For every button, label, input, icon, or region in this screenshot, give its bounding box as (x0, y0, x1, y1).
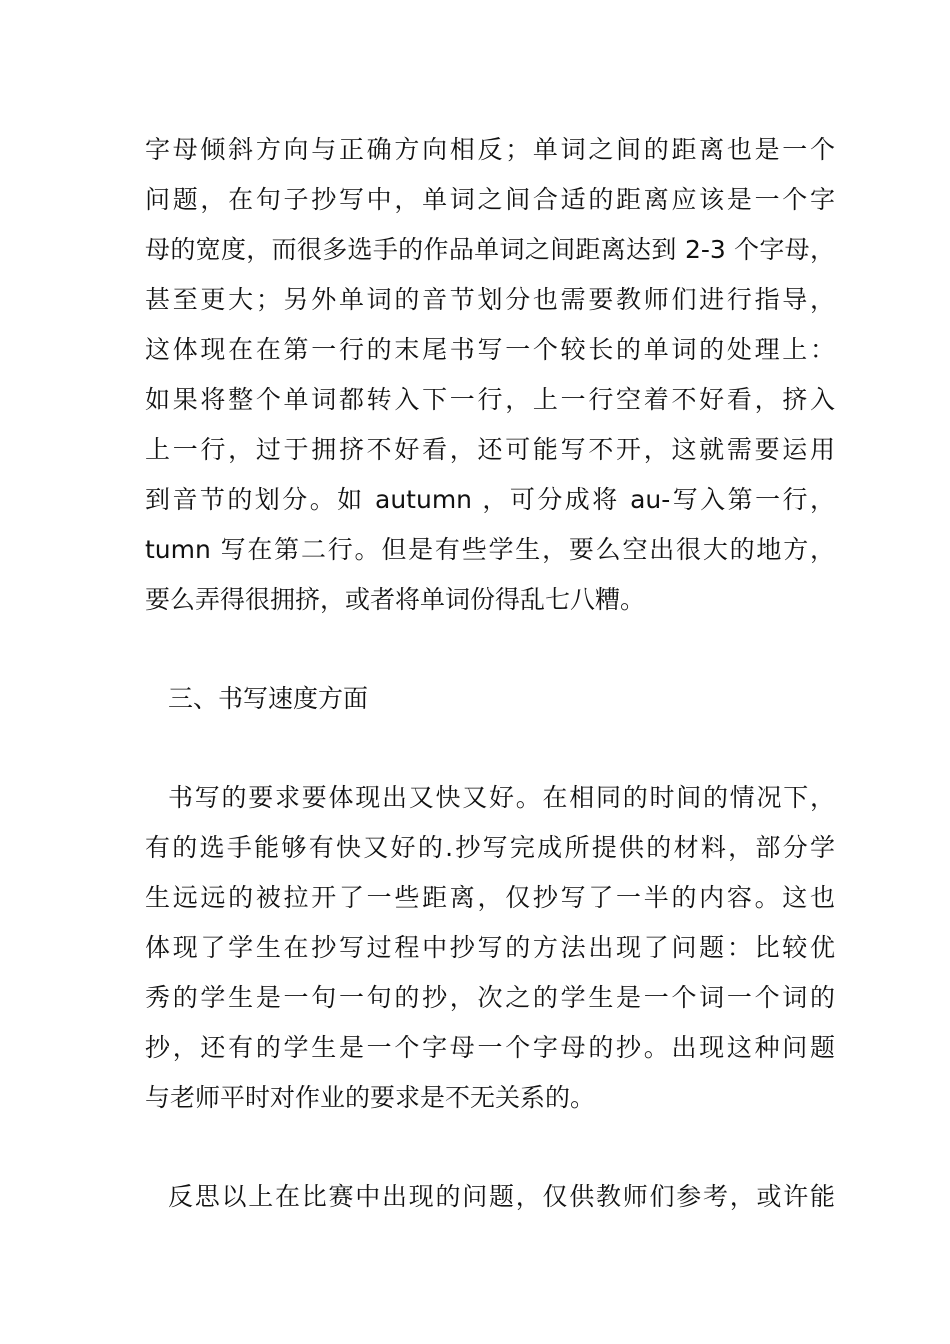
paragraph-line: 抄，还有的学生是一个字母一个字母的抄。出现这种问题 (145, 1033, 835, 1062)
paragraph-line: 甚至更大；另外单词的音节划分也需要教师们进行指导， (145, 285, 835, 314)
paragraph-line: 如果将整个单词都转入下一行，上一行空着不好看，挤入 (145, 385, 835, 414)
paragraph-line: tumn 写在第二行。但是有些学生，要么空出很大的地方， (145, 535, 835, 564)
paragraph-line: 反思以上在比赛中出现的问题，仅供教师们参考，或许能 (168, 1182, 835, 1211)
paragraph-line: 体现了学生在抄写过程中抄写的方法出现了问题：比较优 (145, 933, 835, 962)
paragraph-line: 字母倾斜方向与正确方向相反；单词之间的距离也是一个 (145, 135, 835, 164)
paragraph-line: 生远远的被拉开了一些距离，仅抄写了一半的内容。这也 (145, 883, 835, 912)
section-heading: 三、书写速度方面 (168, 684, 369, 713)
paragraph-line: 有的选手能够有快又好的.抄写完成所提供的材料，部分学 (145, 833, 835, 862)
paragraph-line: 母的宽度，而很多选手的作品单词之间距离达到 2-3 个字母， (145, 235, 835, 264)
paragraph-line: 要么弄得很拥挤，或者将单词份得乱七八糟。 (145, 585, 646, 614)
paragraph-line: 秀的学生是一句一句的抄，次之的学生是一个词一个词的 (145, 983, 835, 1012)
paragraph-line: 这体现在在第一行的末尾书写一个较长的单词的处理上： (145, 335, 835, 364)
paragraph-line: 上一行，过于拥挤不好看，还可能写不开，这就需要运用 (145, 435, 835, 464)
paragraph-line: 问题，在句子抄写中，单词之间合适的距离应该是一个字 (145, 185, 835, 214)
paragraph-line: 到音节的划分。如 autumn ，可分成将 au-写入第一行， (145, 485, 835, 514)
paragraph-line: 与老师平时对作业的要求是不无关系的。 (145, 1083, 596, 1112)
paragraph-line: 书写的要求要体现出又快又好。在相同的时间的情况下， (168, 783, 835, 812)
